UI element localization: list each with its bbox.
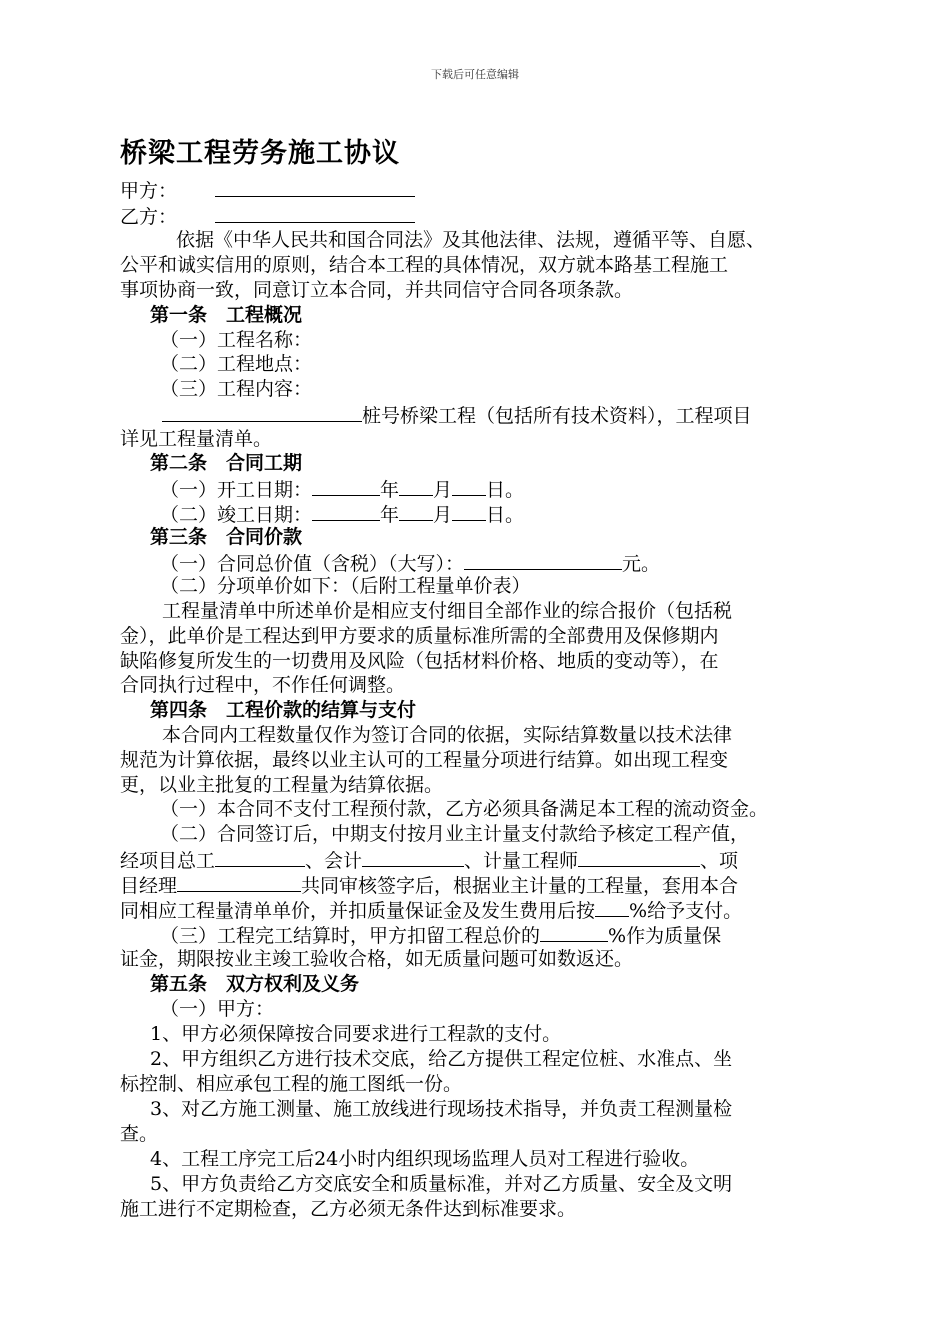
start-year-blank [312,475,380,496]
art4-item-3-line-1 [160,921,721,947]
art4-item-2-line-3-text: 共同审核签字后，根据业主计量的工程量，套用本合 [301,875,739,897]
art5-party-a: （一）甲方： [160,998,275,1020]
start-year-label: 年 [380,479,400,501]
article-5-title: 第五条 双方权利及义务 [150,973,360,995]
party-b-label: 乙方： [120,206,178,228]
end-day-label: 日。 [486,504,525,526]
art4-item-2-line-4 [120,896,742,922]
art4-item-1: （一）本合同不支付工程预付款，乙方必须具备满足本工程的流动资金。 [160,798,769,820]
total-price-label: （一）合同总价值（含税）（大写）： [160,553,465,575]
art4-para-2: 规范为计算依据，最终以业主认可的工程量分项进行结算。如出现工程变 [120,749,729,771]
art1-place: （二）工程地点： [160,353,313,375]
start-date-line [160,475,524,501]
total-price-blank [464,549,622,570]
art5-item-3-cont: 查。 [120,1123,159,1145]
measure-engineer-label: 、计量工程师 [464,850,579,872]
end-day-blank [452,500,486,521]
total-price-line [160,549,660,575]
start-date-label: （一）开工日期： [160,479,313,501]
document-title: 桥梁工程劳务施工协议 [120,138,400,169]
art4-item-2-line-4-text: 同相应工程量清单单价，并扣质量保证金及发生费用后按 [120,900,596,922]
art1-content: （三）工程内容： [160,378,313,400]
intro-line-3: 事项协商一致，同意订立本合同，并共同信守合同各项条款。 [120,279,634,301]
project-manager-label: 目经理 [120,875,178,897]
end-year-blank [312,500,380,521]
start-month-blank [399,475,433,496]
art4-item-3-line-2: 证金，期限按业主竣工验收合格，如无质量问题可如数返还。 [120,948,634,970]
payment-percent-blank [595,896,629,917]
art3-para-2: 金），此单价是工程达到甲方要求的质量标准所需的全部费用及保修期内 [120,625,719,647]
intro-line-2: 公平和诚实信用的原则，结合本工程的具体情况，双方就本路基工程施工 [120,254,729,276]
start-day-blank [452,475,486,496]
accountant-label: 、会计 [305,850,363,872]
intro-line-1: 依据《中华人民共和国合同法》及其他法律、法规，遵循平等、自愿、 [176,229,766,251]
party-b-line [120,202,415,228]
art5-item-5: 5、甲方负责给乙方交底安全和质量标准，并对乙方质量、安全及文明 [150,1173,733,1195]
article-1-title: 第一条 工程概况 [150,304,303,326]
project-manager-blank [177,871,301,892]
article-3-title: 第三条 合同价款 [150,526,303,548]
art4-item-2-line-1: （二）合同签订后，中期支付按月业主计量支付款给予核定工程产值， [160,823,750,845]
total-price-unit: 元。 [622,553,661,575]
art4-item-2-line-3 [120,871,738,897]
art4-item-2-line-4-end: %给予支付。 [629,900,743,922]
party-a-label: 甲方： [120,180,178,202]
party-b-blank [215,202,415,223]
accountant-blank [362,846,464,867]
art4-item-2-line-2 [120,846,738,872]
stake-number-blank [162,401,362,422]
art5-item-1: 1、甲方必须保障按合同要求进行工程款的支付。 [150,1023,562,1045]
art1-scope-line [162,401,752,427]
end-date-line [160,500,524,526]
art3-para-3: 缺陷修复所发生的一切费用及风险（包括材料价格、地质的变动等），在 [120,650,719,672]
start-day-label: 日。 [486,479,525,501]
header-note: 下载后可任意编辑 [431,68,519,81]
article-2-title: 第二条 合同工期 [150,452,303,474]
art5-item-5-cont: 施工进行不定期检查，乙方必须无条件达到标准要求。 [120,1198,577,1220]
start-month-label: 月 [433,479,453,501]
art5-item-2: 2、甲方组织乙方进行技术交底，给乙方提供工程定位桩、水准点、坐 [150,1048,733,1070]
art3-para-1: 工程量清单中所述单价是相应支付细目全部作业的综合报价（包括税 [162,600,733,622]
art1-scope-line-2: 详见工程量清单。 [120,428,273,450]
art4-para-3: 更，以业主批复的工程量为结算依据。 [120,774,444,796]
unit-price-line: （二）分项单价如下：（后附工程量单价表） [160,575,531,597]
art5-item-4: 4、工程工序完工后24小时内组织现场监理人员对工程进行验收。 [150,1148,700,1170]
art1-name: （一）工程名称： [160,329,313,351]
art4-item-3-end: %作为质量保 [608,925,722,947]
chief-engineer-label: 经项目总工 [120,850,216,872]
art4-item-2-line-2-end: 、项 [700,850,739,872]
art3-para-4: 合同执行过程中，不作任何调整。 [120,674,406,696]
art4-para-1: 本合同内工程数量仅作为签订合同的依据，实际结算数量以技术法律 [162,724,733,746]
party-a-blank [215,176,415,197]
article-4-title: 第四条 工程价款的结算与支付 [150,699,417,721]
party-a-line [120,176,415,202]
end-month-label: 月 [433,504,453,526]
measure-engineer-blank [578,846,700,867]
end-year-label: 年 [380,504,400,526]
art1-scope-text: 桩号桥梁工程（包括所有技术资料），工程项目 [362,405,752,427]
end-month-blank [399,500,433,521]
end-date-label: （二）竣工日期： [160,504,313,526]
art4-item-3-text: （三）工程完工结算时，甲方扣留工程总价的 [160,925,541,947]
art5-item-3: 3、对乙方施工测量、施工放线进行现场技术指导，并负责工程测量检 [150,1098,733,1120]
retention-percent-blank [540,921,608,942]
art5-item-2-cont: 标控制、相应承包工程的施工图纸一份。 [120,1073,463,1095]
chief-engineer-blank [215,846,305,867]
